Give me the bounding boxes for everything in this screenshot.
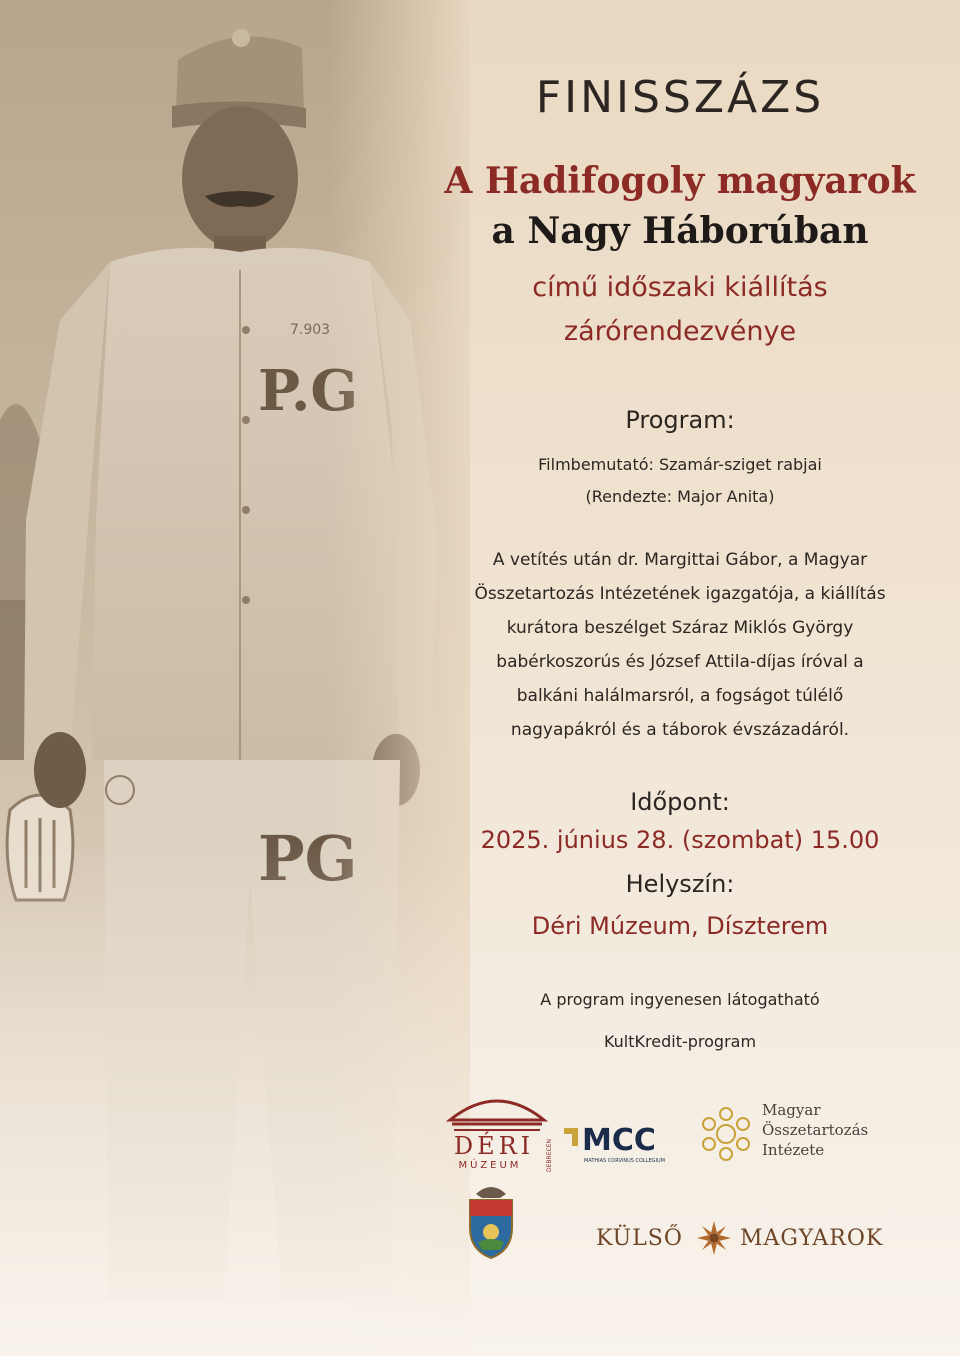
description-line: A vetítés után dr. Margittai Gábor, a Magyar [492,550,868,570]
deri-city: DEBRECEN [546,1139,553,1172]
subtitle [420,266,940,354]
coat-of-arms-icon [456,1180,526,1260]
description-line: nagyapákról és a táborok évszázadáról. [510,720,850,740]
title-line-1: A Hadifogoly magyarok [444,160,916,202]
event-place: Déri Múzeum, Díszterem [531,912,829,940]
subtitle-line-2: zárórendezvénye [563,316,797,347]
moi-name [762,1100,868,1160]
time-heading: Időpont: [630,788,730,816]
moi-line-1: Magyar [762,1101,821,1119]
moi-line-3: Intézete [762,1141,825,1159]
event-date: 2025. június 28. (szombat) 15.00 [480,826,880,854]
description-line: kurátora beszélget Száraz Miklós György [506,618,854,638]
event-type-heading: FINISSZÁZS [535,72,825,123]
deri-name: DÉRI [453,1132,535,1160]
soldier-photo [0,0,470,1356]
deri-muzeum-logo [436,1086,558,1176]
deri-sub: MÚZEUM [458,1160,522,1171]
description-line: balkáni halálmarsról, a fogságot túlélő [516,686,844,706]
description [420,543,940,747]
compass-rose-icon [696,1220,732,1256]
mcc-logo [562,1116,686,1166]
mcc-sub: MATHIAS CORVINUS COLLEGIUM [584,1158,665,1164]
moi-line-2: Összetartozás [762,1121,869,1139]
program-heading: Program: [625,406,735,434]
kulso-magyarok-right: MAGYAROK [740,1226,884,1251]
subtitle-line-1: című időszaki kiállítás [532,272,828,303]
mcc-bracket-icon [564,1128,578,1146]
program-details [420,449,940,513]
moi-flower-icon [703,1108,749,1160]
title-line-2: a Nagy Háborúban [491,210,869,252]
mcc-name: MCC [582,1123,656,1158]
place-heading: Helyszín: [625,870,735,898]
kulso-magyarok-left: KÜLSŐ [596,1226,683,1251]
free-entry-note: A program ingyenesen látogatható [540,990,820,1009]
dome-icon [450,1101,544,1120]
film-title: Filmbemutató: Szamár-sziget rabjai [538,455,822,474]
kultkredit-note: KultKredit-program [603,1032,757,1051]
description-line: babérkoszorús és József Attila-díjas íróval a [496,652,864,672]
film-director: (Rendezte: Major Anita) [585,487,775,506]
description-line: Összetartozás Intézetének igazgatója, a kiállítás [474,584,886,604]
